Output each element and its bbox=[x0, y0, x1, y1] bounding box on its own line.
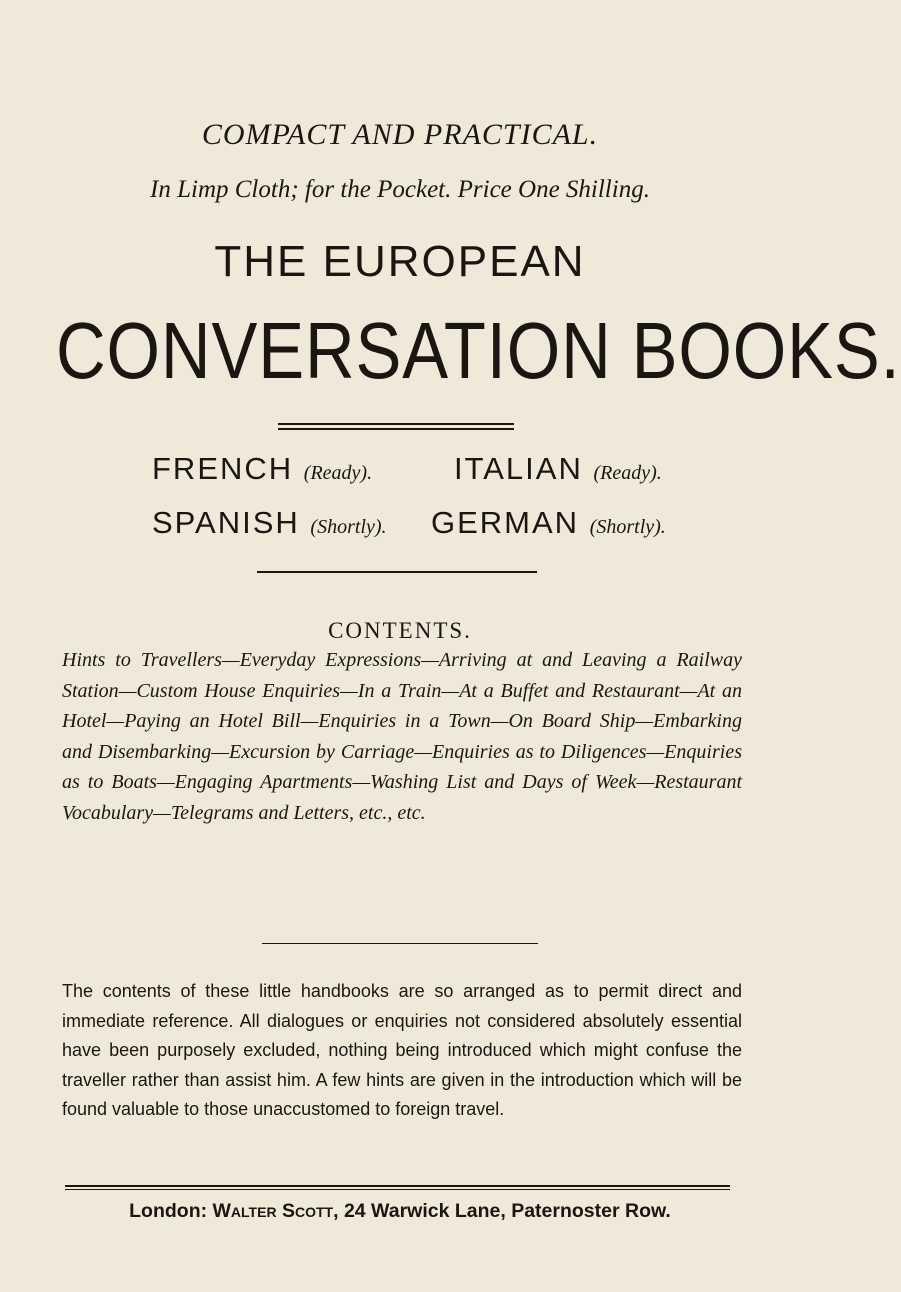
footer-rule-thin bbox=[65, 1189, 730, 1190]
contents-heading: CONTENTS. bbox=[328, 618, 472, 643]
imprint-publisher: Walter Scott, bbox=[212, 1200, 339, 1222]
language-german bbox=[431, 505, 666, 541]
binding-note: In Limp Cloth; for the Pocket. Price One Shilling. bbox=[150, 176, 650, 203]
footer-rule-thick bbox=[65, 1185, 730, 1187]
imprint-city: London: bbox=[129, 1200, 208, 1222]
title-double-rule-bottom bbox=[278, 428, 514, 430]
tagline: COMPACT AND PRACTICAL. bbox=[201, 118, 599, 151]
language-name: FRENCH bbox=[152, 451, 294, 486]
language-italian bbox=[454, 451, 662, 487]
series-title: CONVERSATION BOOKS. bbox=[56, 306, 901, 395]
contents-rule bbox=[262, 943, 538, 944]
languages-rule bbox=[257, 571, 537, 573]
series-prefix: THE EUROPEAN bbox=[214, 237, 586, 286]
language-name: SPANISH bbox=[152, 505, 300, 540]
publisher-imprint bbox=[0, 1200, 800, 1223]
imprint-address: 24 Warwick Lane, Paternoster Row. bbox=[343, 1200, 671, 1222]
language-name: GERMAN bbox=[431, 505, 580, 540]
language-french bbox=[152, 451, 372, 487]
language-name: ITALIAN bbox=[454, 451, 583, 486]
language-status: (Ready). bbox=[303, 462, 373, 484]
contents-list: Hints to Travellers—Everyday Expressions—Arriving at and Leaving a Railway Station—Custom House Enquiries—In a Train—At a Buffet and Restaurant—At an Hotel—Paying an Hotel Bill—Enquiries in a Town—On Board Ship—Embarking and Disembarking—Excursion by Carriage—Enquiries as to Diligences—Enquiries as to Boats—Engaging Apartments—Washing List and Days of Week—Restaurant Vocabulary—Telegrams and Letters, etc., etc. bbox=[62, 649, 742, 824]
language-status: (Ready). bbox=[593, 462, 662, 484]
title-double-rule-top bbox=[278, 423, 514, 425]
language-status: (Shortly). bbox=[589, 516, 666, 538]
language-spanish bbox=[152, 505, 387, 541]
language-status: (Shortly). bbox=[310, 516, 387, 538]
description-paragraph: The contents of these little handbooks are so arranged as to permit direct and immediate reference. All dialogues or enquiries not considered absolutely essential have been purposely excluded, nothing being introduced which might confuse the traveller rather than assist him. A few hints are given in the introduction which will be found valuable to those unaccustomed to foreign travel. bbox=[62, 981, 742, 1119]
